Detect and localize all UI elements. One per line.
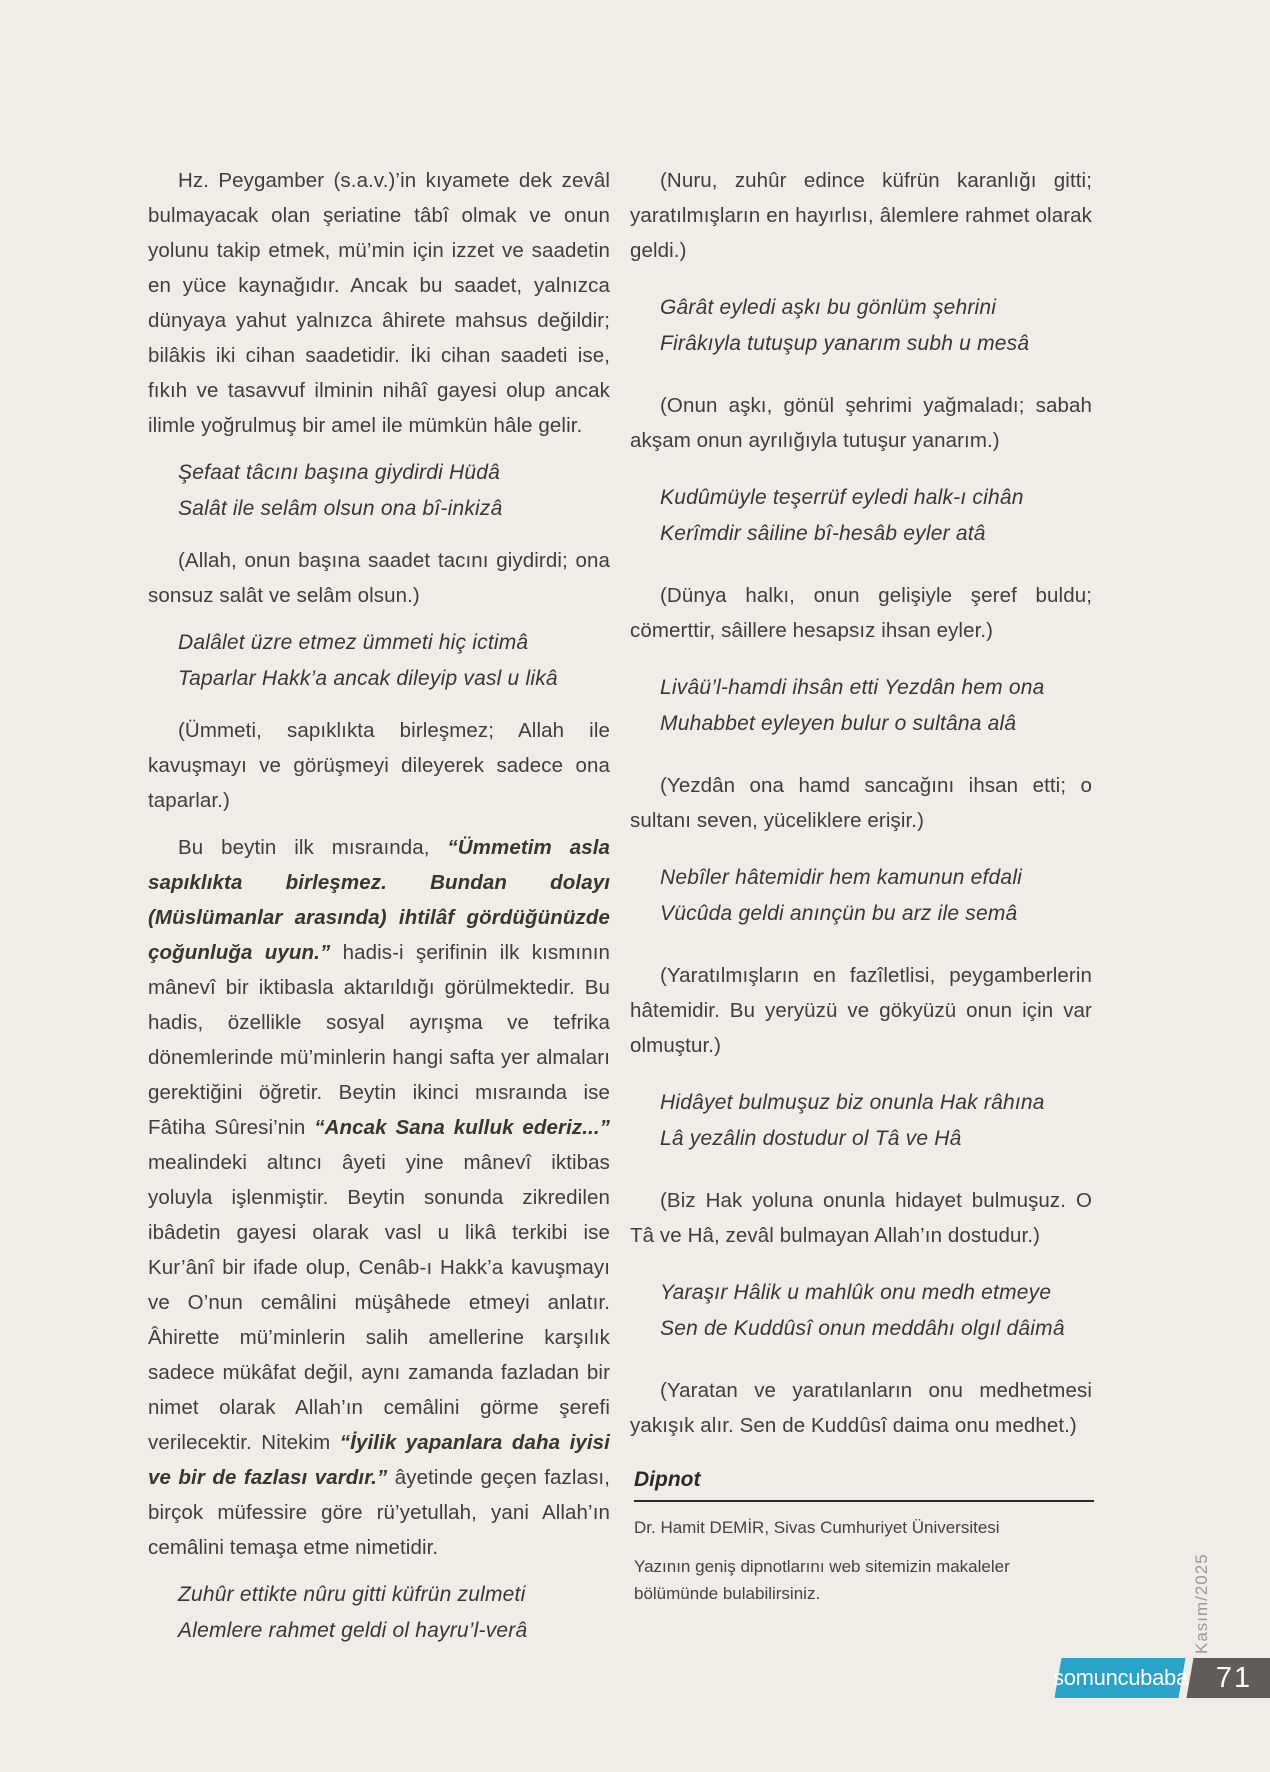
verse-line: Alemlere rahmet geldi ol hayru’l-verâ (178, 1619, 528, 1642)
verse-line: Hidâyet bulmuşuz biz onunla Hak râhına (660, 1091, 1045, 1114)
paragraph-text: (Nuru, zuhûr edince küfrün karanlığı gitti; yaratılmışların en hayırlısı, âlemlere rahmet olarak geldi.) (630, 169, 1092, 262)
paragraph (630, 958, 1092, 1063)
verse-line: Kudûmüyle teşerrüf eyledi halk-ı cihân (660, 486, 1024, 509)
verse-couplet (148, 1577, 610, 1649)
paragraph-text: (Ümmeti, sapıklıkta birleşmez; Allah ile kavuşmayı ve görüşmeyi dileyerek sadece ona taparlar.) (148, 719, 610, 812)
paragraph-text: (Onun aşkı, gönül şehrimi yağmaladı; sabah akşam onun ayrılığıyla tutuşur yanarım.) (630, 394, 1092, 452)
paragraph-text: (Biz Hak yoluna onunla hidayet bulmuşuz. O Tâ ve Hâ, zevâl bulmayan Allah’ın dostudur.) (630, 1189, 1092, 1247)
column-left (148, 163, 610, 1665)
verse-couplet (148, 625, 610, 697)
paragraph-text: (Yaratan ve yaratılanların onu medhetmesi yakışık alır. Sen de Kuddûsî daima onu medhet.) (630, 1379, 1092, 1437)
footnote-entries (634, 1514, 1094, 1607)
verse-line: Yaraşır Hâlik u mahlûk onu medh etmeye (660, 1281, 1052, 1304)
verse-line: Vücûda geldi anınçün bu arz ile semâ (660, 902, 1018, 925)
paragraph (630, 578, 1092, 648)
page-number-band (1186, 1658, 1270, 1698)
verse-line: Taparlar Hakk’a ancak dileyip vasl u likâ (178, 667, 558, 690)
quoted-citation: “İyilik yapanlara daha iyisi ve bir de fazlası vardır.” (148, 1431, 610, 1489)
verse-line: Nebîler hâtemidir hem kamunun efdali (660, 866, 1023, 889)
footnote-section (634, 1468, 1094, 1607)
verse-line: Salât ile selâm olsun ona bî-inkizâ (178, 497, 503, 520)
verse-line: Firâkıyla tutuşup yanarım subh u mesâ (660, 332, 1030, 355)
paragraph-text: hadis-i şerifinin ilk kısmının mânevî bir iktibasla aktarıldığı görülmektedir. Bu hadis, özellikle sosyal ayrışma ve tefrika dönemlerinde mü’minlerin hangi safta yer almaları gerektiğini öğretir. Beytin ikinci mısraında ise Fâtiha Sûresi’nin (148, 941, 610, 1139)
paragraph (148, 543, 610, 613)
verse-couplet (630, 1275, 1092, 1347)
verse-line: Muhabbet eyleyen bulur o sultâna alâ (660, 712, 1017, 735)
quoted-citation: “Ancak Sana kulluk ederiz...” (314, 1116, 610, 1139)
paragraph-text: mealindeki altıncı âyeti yine mânevî iktibas yoluyla işlenmiştir. Beytin sonunda zikredilen ibâdetin gayesi olarak vasl u likâ terkibi ise Kur’ânî bir ifade olup, Cenâb-ı Hakk’a kavuşmayı ve O’nun cemâlini müşâhede etmeyi anlatır. Âhirette mü’minlerin salih amellerine karşılık sadece mükâfat değil, aynı zamanda fazladan bir nimet olarak Allah’ın cemâlini görme şerefi verilecektir. Nitekim (148, 1151, 610, 1454)
footnote-entry: Yazının geniş dipnotlarını web sitemizin makaleler bölümünde bulabilirsiniz. (634, 1557, 1010, 1603)
paragraph-text: (Yezdân ona hamd sancağını ihsan etti; o sultanı seven, yüceliklere erişir.) (630, 774, 1092, 832)
paragraph (148, 830, 610, 1565)
footnote-entry: Dr. Hamit DEMİR, Sivas Cumhuriyet Üniversitesi (634, 1518, 1000, 1537)
paragraph (148, 713, 610, 818)
paragraph-text: Bu beytin ilk mısraında, (178, 836, 448, 859)
verse-line: Sen de Kuddûsî onun meddâhı olgıl dâimâ (660, 1317, 1065, 1340)
paragraph-text: (Allah, onun başına saadet tacını giydirdi; ona sonsuz salât ve selâm olsun.) (148, 549, 610, 607)
verse-line: Dalâlet üzre etmez ümmeti hiç ictimâ (178, 631, 529, 654)
article-body (148, 163, 1092, 1665)
verse-line: Kerîmdir sâiline bî-hesâb eyler atâ (660, 522, 986, 545)
paragraph (148, 163, 610, 443)
footnote-title: Dipnot (634, 1468, 701, 1491)
verse-couplet (630, 290, 1092, 362)
paragraph (630, 163, 1092, 268)
page-number: 71 (1216, 1661, 1253, 1694)
verse-line: Zuhûr ettikte nûru gitti küfrün zulmeti (178, 1583, 526, 1606)
verse-couplet (630, 860, 1092, 932)
verse-couplet (630, 480, 1092, 552)
brand-logo-text: somuncubaba (1052, 1665, 1188, 1690)
quoted-citation: “Ümmetim asla sapıklıkta birleşmez. Bundan dolayı (Müslümanlar arasında) ihtilâf gördüğünüzde çoğunluğa uyun.” (148, 836, 610, 964)
verse-line: Şefaat tâcını başına giydirdi Hüdâ (178, 461, 500, 484)
paragraph (630, 768, 1092, 838)
issue-date-label: Kasım/2025 (1192, 1553, 1211, 1654)
column-right (630, 163, 1092, 1665)
verse-line: Livâü’l-hamdi ihsân etti Yezdân hem ona (660, 676, 1045, 699)
verse-couplet (148, 455, 610, 527)
paragraph (630, 1183, 1092, 1253)
paragraph (630, 388, 1092, 458)
paragraph-text: âyetinde geçen fazlası, birçok müfessire göre rü’yetullah, yani Allah’ın cemâlini temaşa etme nimetidir. (148, 1466, 611, 1559)
paragraph-text: (Dünya halkı, onun gelişiyle şeref buldu; cömerttir, sâillere hesapsız ihsan eyler.) (630, 584, 1092, 642)
verse-couplet (630, 670, 1092, 742)
verse-line: Gârât eyledi aşkı bu gönlüm şehrini (660, 296, 997, 319)
paragraph (630, 1373, 1092, 1443)
brand-logo-band (1052, 1658, 1188, 1698)
verse-couplet (630, 1085, 1092, 1157)
footnote-divider (634, 1500, 1094, 1502)
paragraph-text: (Yaratılmışların en fazîletlisi, peygamberlerin hâtemidir. Bu yeryüzü ve gökyüzü onun için var olmuştur.) (630, 964, 1092, 1057)
paragraph-text: Hz. Peygamber (s.a.v.)’in kıyamete dek zevâl bulmayacak olan şeriatine tâbî olmak ve onun yolunu takip etmek, mü’min için izzet ve saadetin en yüce kaynağıdır. Ancak bu saadet, yalnızca dünyaya yahut yalnızca âhirete mahsus değildir; bilâkis iki cihan saadetidir. İki cihan saadeti ise, fıkıh ve tasavvuf ilminin nihâî gayesi olup ancak ilimle yoğrulmuş bir amel ile mümkün hâle gelir. (148, 169, 610, 437)
verse-line: Lâ yezâlin dostudur ol Tâ ve Hâ (660, 1127, 962, 1150)
